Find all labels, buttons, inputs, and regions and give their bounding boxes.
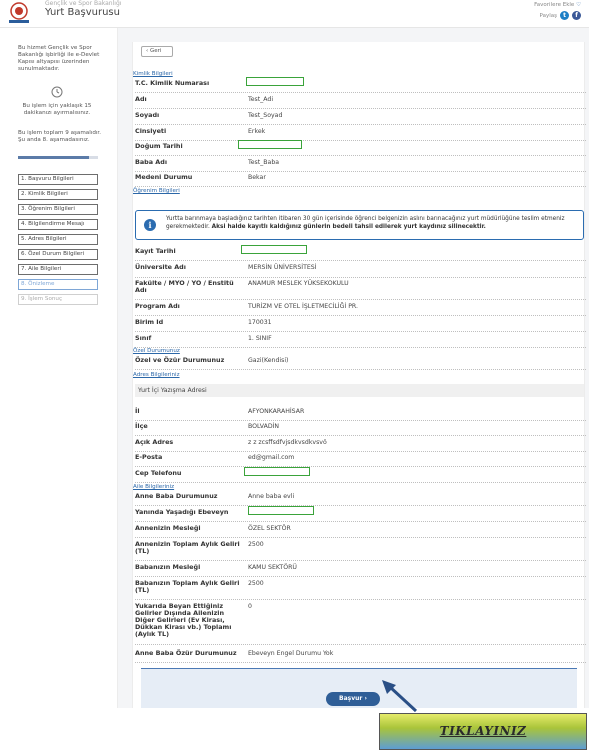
ozur-value: Gazi(Kendisi) <box>248 357 289 364</box>
sinif-label: Sınıf <box>135 334 152 342</box>
section-aile-link[interactable]: Aile Bilgileriniz <box>133 484 175 490</box>
baba-meslek-value: KAMU SEKTÖRÜ <box>248 564 297 571</box>
universite-value: MERSİN ÜNİVERSİTESİ <box>248 264 317 271</box>
ministry-name: Gençlik ve Spor Bakanlığı <box>45 0 122 7</box>
baba-value: Test_Baba <box>248 159 280 166</box>
anne-gelir-label: Annenizin Toplam Aylık Geliri (TL) <box>135 540 240 555</box>
service-intro-text: Bu hizmet Gençlik ve Spor Bakanlığı işbirliği ile e-Devlet Kapısı altyapısı üzerinden sunulmaktadır. <box>18 45 100 72</box>
row-yaninda <box>135 509 586 522</box>
favorites-label: Favorilere Ekle <box>534 2 575 8</box>
universite-label: Üniversite Adı <box>135 263 186 271</box>
program-label: Program Adı <box>135 302 180 310</box>
eposta-label: E-Posta <box>135 453 163 461</box>
clock-icon <box>51 86 63 98</box>
info-icon: i <box>144 219 156 231</box>
step-item-aile[interactable]: 7. Aile Bilgileri <box>18 264 98 275</box>
add-to-favorites-link[interactable] <box>534 2 581 8</box>
pointer-arrow-icon <box>360 675 420 715</box>
tc-masked-value <box>246 77 304 86</box>
il-label: İl <box>135 407 140 415</box>
row-dogum <box>135 143 586 156</box>
step-item-islem-sonuc: 9. İşlem Sonuç <box>18 294 98 305</box>
anne-baba-label: Anne Baba Durumunuz <box>135 492 218 500</box>
ilce-label: İlçe <box>135 422 148 430</box>
address-header: Yurt İçi Yazışma Adresi <box>135 384 584 397</box>
share-bar <box>540 11 581 20</box>
share-label: Paylaş <box>539 12 557 19</box>
birim-value: 170031 <box>248 319 272 326</box>
ebeveyn-ozur-value: Ebeveyn Engel Durumu Yok <box>248 650 334 657</box>
info-text-b: Aksi halde kayıtlı kaldığınız günlerin bedeli tahsil edilerek yurt kaydınız silinecektir. <box>211 223 486 230</box>
row-acik <box>135 439 586 452</box>
step-current-text: Şu anda 8. aşamadasınız. <box>18 137 90 143</box>
anne-baba-value: Anne baba evli <box>248 493 295 500</box>
page-header <box>0 0 589 28</box>
medeni-value: Bekar <box>248 174 266 181</box>
row-medeni <box>135 174 586 187</box>
twitter-icon[interactable]: t <box>560 11 569 20</box>
row-anne-meslek <box>135 525 586 538</box>
baba-meslek-label: Babanızın Mesleği <box>135 563 201 571</box>
row-baba-gelir <box>135 580 586 600</box>
step-item-onizleme[interactable]: 8. Önizleme <box>18 279 98 290</box>
step-item-bilgilendirme[interactable]: 4. Bilgilendirme Mesajı <box>18 219 98 230</box>
kayit-masked-value <box>241 245 307 254</box>
dogum-label: Doğum Tarihi <box>135 142 183 150</box>
row-universite <box>135 264 586 278</box>
program-value: TURİZM VE OTEL İŞLETMECİLİĞİ PR. <box>248 303 358 310</box>
cinsiyet-label: Cinsiyeti <box>135 127 167 135</box>
click-here-callout: TIKLAYINIZ <box>379 713 587 750</box>
section-adres-link[interactable]: Adres Bilgileriniz <box>133 372 180 378</box>
row-baba <box>135 159 586 172</box>
dogum-masked-value <box>238 140 302 149</box>
row-kayit <box>135 248 586 261</box>
il-value: AFYONKARAHİSAR <box>248 408 305 415</box>
page-title: Yurt Başvurusu <box>45 7 120 18</box>
baba-label: Baba Adı <box>135 158 168 166</box>
row-baba-meslek <box>135 564 586 577</box>
row-ilce <box>135 423 586 436</box>
baba-gelir-value: 2500 <box>248 580 264 587</box>
row-cep <box>135 470 586 483</box>
baba-gelir-label: Babanızın Toplam Aylık Geliri (TL) <box>135 579 240 594</box>
info-alert <box>135 210 584 240</box>
row-cinsiyet <box>135 128 586 141</box>
row-program <box>135 303 586 316</box>
kayit-label: Kayıt Tarihi <box>135 247 176 255</box>
yaninda-masked-value <box>248 506 314 515</box>
sinif-value: 1. SINIF <box>248 335 272 342</box>
steps-list <box>18 174 98 309</box>
chevron-right-icon: › <box>364 695 367 702</box>
row-ad <box>135 96 586 109</box>
step-info <box>18 130 108 144</box>
birim-label: Birim Id <box>135 318 164 326</box>
fakulte-value: ANAMUR MESLEK YÜKSEKOKULU <box>248 280 349 287</box>
preview-card <box>132 42 585 708</box>
estimated-time-text: Bu işlem için yaklaşık 15 dakikanızı ayırmalısınız. <box>22 103 92 116</box>
section-kimlik-link[interactable]: Kimlik Bilgileri <box>133 71 173 77</box>
row-diger-gelir <box>135 603 586 645</box>
yaninda-label: Yanında Yaşadığı Ebeveyn <box>135 508 229 516</box>
ilce-value: BOLVADİN <box>248 423 280 430</box>
progress-bar <box>18 156 98 159</box>
row-anne-baba <box>135 493 586 506</box>
ebeveyn-ozur-label: Anne Baba Özür Durumunuz <box>135 649 237 657</box>
ad-value: Test_Adi <box>248 96 274 103</box>
anne-meslek-label: Annenizin Mesleği <box>135 524 201 532</box>
ozur-label: Özel ve Özür Durumunuz <box>135 356 225 364</box>
main-content <box>118 28 589 708</box>
row-anne-gelir <box>135 541 586 561</box>
acik-label: Açık Adres <box>135 438 174 446</box>
heart-icon: ♡ <box>576 2 581 8</box>
eposta-value: ed@gmail.com <box>248 454 295 461</box>
anne-gelir-value: 2500 <box>248 541 264 548</box>
apply-label: Başvur <box>339 695 363 702</box>
soyad-label: Soyadı <box>135 111 160 119</box>
anne-meslek-value: ÖZEL SEKTÖR <box>248 525 291 532</box>
step-item-basvuru[interactable]: 1. Başvuru Bilgileri <box>18 174 98 185</box>
row-il <box>135 408 586 421</box>
info-text <box>166 216 578 231</box>
medeni-label: Medeni Durumu <box>135 173 193 181</box>
sidebar <box>0 28 118 708</box>
cep-masked-value <box>244 467 310 476</box>
diger-gelir-label: Yukarıda Beyan Ettiğiniz Gelirler Dışında Ailenizin Diğer Gelirleri (Ev Kirası, Dükkan Kirası vb.) Toplamı (Aylık TL) <box>135 602 232 638</box>
back-label: Geri <box>149 48 162 54</box>
section-ozel-link[interactable]: Özel Durumunuz <box>133 348 180 354</box>
fakulte-label: Fakülte / MYO / YO / Enstitü Adı <box>135 279 234 294</box>
section-ogrenim-link[interactable]: Öğrenim Bilgileri <box>133 188 180 194</box>
row-sinif <box>135 335 586 348</box>
step-item-kimlik[interactable]: 2. Kimlik Bilgileri <box>18 189 98 200</box>
tc-label: T.C. Kimlik Numarası <box>135 79 210 87</box>
info-text-a: Yurtta barınmaya başladığınız tarihten itibaren 30 gün içerisinde öğrenci belgenizin aslını barınacağınız yurt müdürlüğüne teslim etmeniz gerekmektedir. <box>166 216 565 230</box>
step-item-adres[interactable]: 5. Adres Bilgileri <box>18 234 98 245</box>
acik-value: z z zcsffsdfvjsdkvsdkvsvö <box>248 439 327 446</box>
row-birim <box>135 319 586 332</box>
step-item-ogrenim[interactable]: 3. Öğrenim Bilgileri <box>18 204 98 215</box>
facebook-icon[interactable]: f <box>572 11 581 20</box>
row-ozur <box>135 357 586 370</box>
row-ebeveyn-ozur <box>135 650 586 663</box>
ministry-logo <box>6 1 32 25</box>
back-button[interactable]: ‹ Geri <box>141 46 173 57</box>
step-item-ozel-durum[interactable]: 6. Özel Durum Bilgileri <box>18 249 98 260</box>
ad-label: Adı <box>135 95 147 103</box>
row-fakulte <box>135 280 586 300</box>
row-soyad <box>135 112 586 125</box>
soyad-value: Test_Soyad <box>248 112 283 119</box>
row-tc <box>135 80 586 93</box>
progress-fill <box>18 156 89 159</box>
row-eposta <box>135 454 586 467</box>
cinsiyet-value: Erkek <box>248 128 266 135</box>
diger-gelir-value: 0 <box>248 603 252 610</box>
cep-label: Cep Telefonu <box>135 469 182 477</box>
step-total-text: Bu işlem toplam 9 aşamalıdır. <box>18 130 101 136</box>
